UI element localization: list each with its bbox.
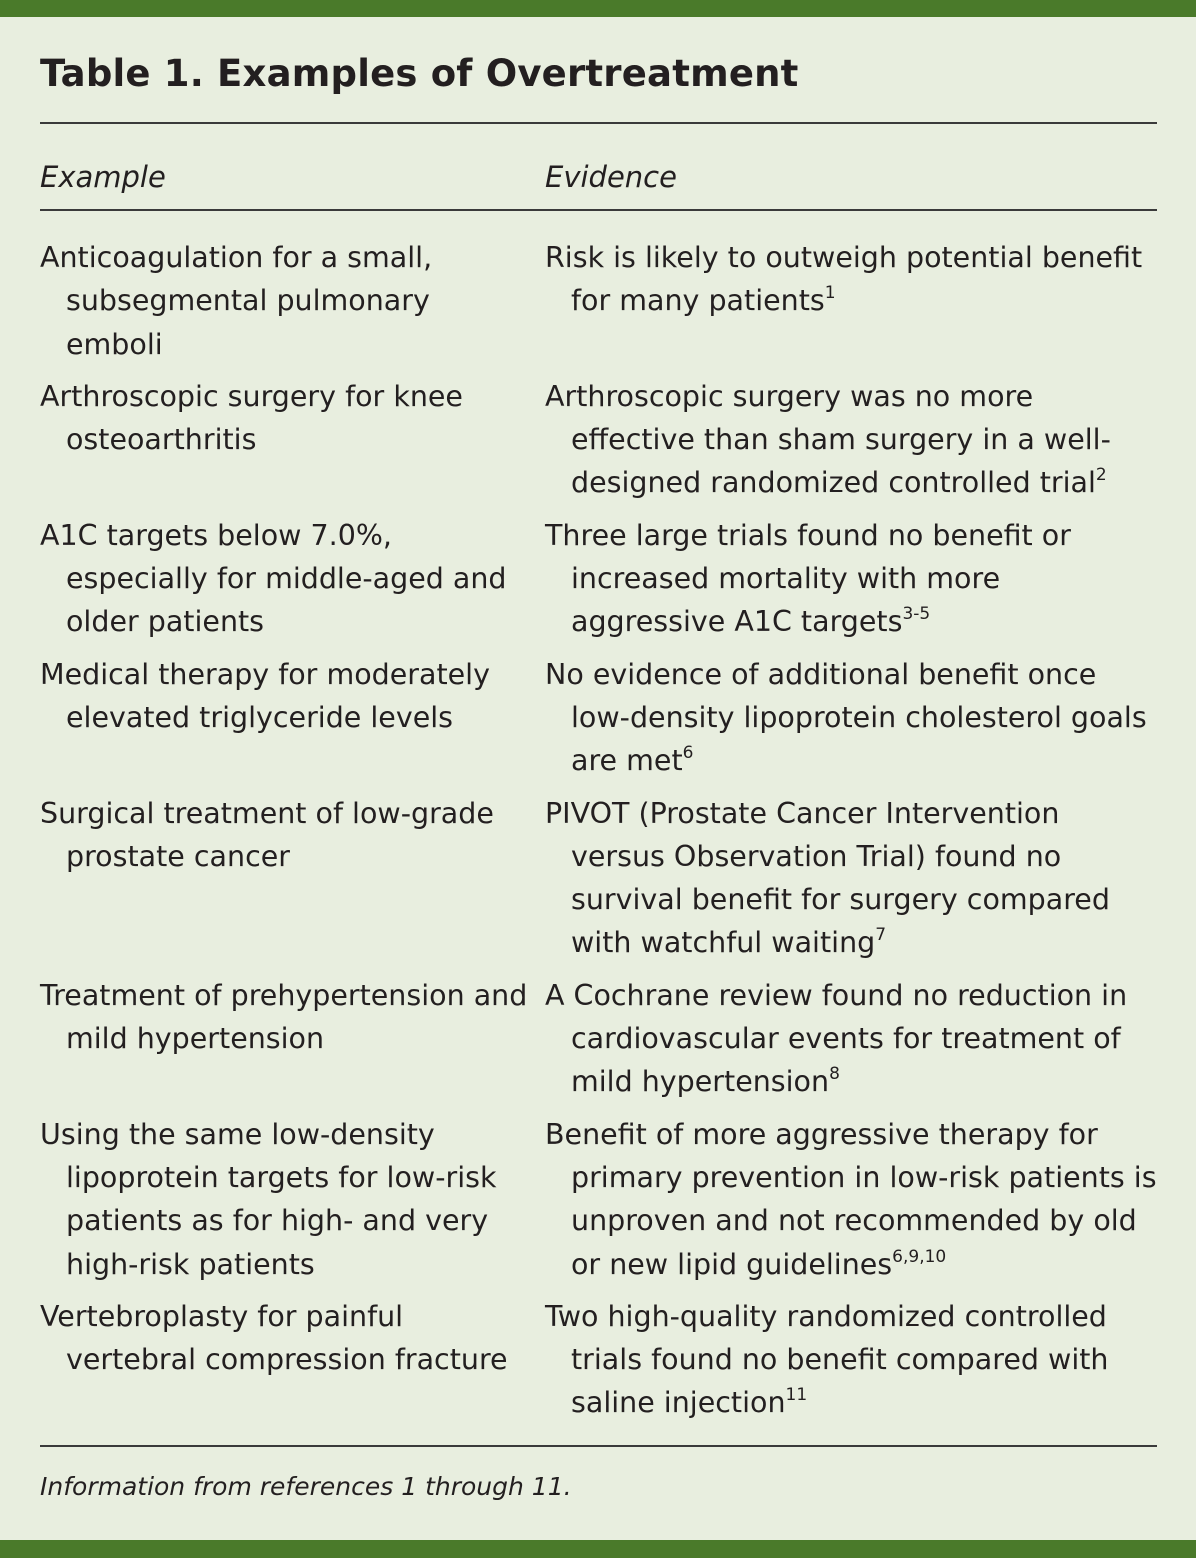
table-body: [40, 236, 1157, 1434]
reference-superscript: 3-5: [902, 604, 931, 625]
reference-superscript: 2: [1095, 465, 1107, 486]
evidence-text: Three large trials found no benefit or increased mortality with more aggressive A1C targets: [545, 518, 1071, 639]
reference-superscript: 6: [682, 743, 694, 764]
reference-superscript: 1: [824, 283, 836, 304]
evidence-cell: [545, 1295, 1157, 1425]
evidence-text: PIVOT (Prostate Cancer Intervention versus Observation Trial) found no survival benefit for surgery compared with watchful waiting: [545, 796, 1110, 960]
example-cell: A1C targets below 7.0%, especially for middle-aged and older patients: [40, 518, 507, 639]
evidence-cell: [545, 792, 1157, 965]
evidence-cell: [545, 974, 1157, 1104]
table-header: [40, 160, 1157, 204]
example-cell: Anticoagulation for a small, subsegmental pulmonary emboli: [40, 241, 433, 361]
header-rule: [40, 209, 1157, 211]
example-cell: Medical therapy for moderately elevated triglyceride levels: [40, 657, 490, 734]
reference-superscript: 6,9,10: [892, 1246, 947, 1267]
table-row: [40, 1295, 1157, 1425]
table-row: [40, 514, 1157, 644]
evidence-text: Two high-quality randomized controlled trials found no benefit compared with saline injection: [545, 1299, 1109, 1420]
table-row: [40, 653, 1157, 783]
example-cell: Surgical treatment of low-grade prostate cancer: [40, 796, 494, 873]
evidence-cell: [545, 514, 1157, 644]
table-row: [40, 792, 1157, 965]
reference-superscript: 11: [785, 1385, 808, 1406]
evidence-cell: [545, 653, 1157, 783]
header-evidence: Evidence: [545, 160, 677, 194]
evidence-text: Arthroscopic surgery was no more effective than sham surgery in a well-designed randomized controlled trial: [545, 379, 1111, 500]
title-rule: [40, 122, 1157, 124]
reference-superscript: 7: [875, 925, 887, 946]
example-cell: Treatment of prehypertension and mild hypertension: [40, 978, 528, 1056]
table-bottom-rule: [40, 1445, 1157, 1447]
table-row: [40, 375, 1157, 505]
evidence-text: No evidence of additional benefit once low-density lipoprotein cholesterol goals are met: [545, 657, 1147, 778]
table-row: [40, 236, 1157, 366]
reference-superscript: 8: [829, 1064, 840, 1085]
header-example: Example: [40, 160, 166, 194]
top-color-band: [0, 0, 1196, 17]
evidence-cell: [545, 375, 1157, 505]
example-cell: Arthroscopic surgery for knee osteoarthritis: [40, 379, 463, 457]
table-row: [40, 974, 1157, 1104]
evidence-cell: [545, 1113, 1157, 1286]
example-cell: Vertebroplasty for painful vertebral compression fracture: [40, 1299, 508, 1377]
table-title: Table 1. Examples of Overtreatment: [40, 52, 799, 95]
evidence-cell: [545, 236, 1157, 323]
evidence-text: A Cochrane review found no reduction in cardiovascular events for treatment of mild hypertension: [545, 978, 1128, 1099]
example-cell: Using the same low-density lipoprotein targets for low-risk patients as for high- and very high-risk patients: [40, 1117, 497, 1281]
table-footnote: Information from references 1 through 11.: [40, 1472, 572, 1501]
evidence-text: Risk is likely to outweigh potential benefit for many patients: [545, 241, 1143, 318]
bottom-color-band: [0, 1540, 1196, 1558]
evidence-text: Benefit of more aggressive therapy for primary prevention in low-risk patients is unproven and not recommended by old or new lipid guidelines: [545, 1117, 1157, 1281]
table-row: [40, 1113, 1157, 1286]
